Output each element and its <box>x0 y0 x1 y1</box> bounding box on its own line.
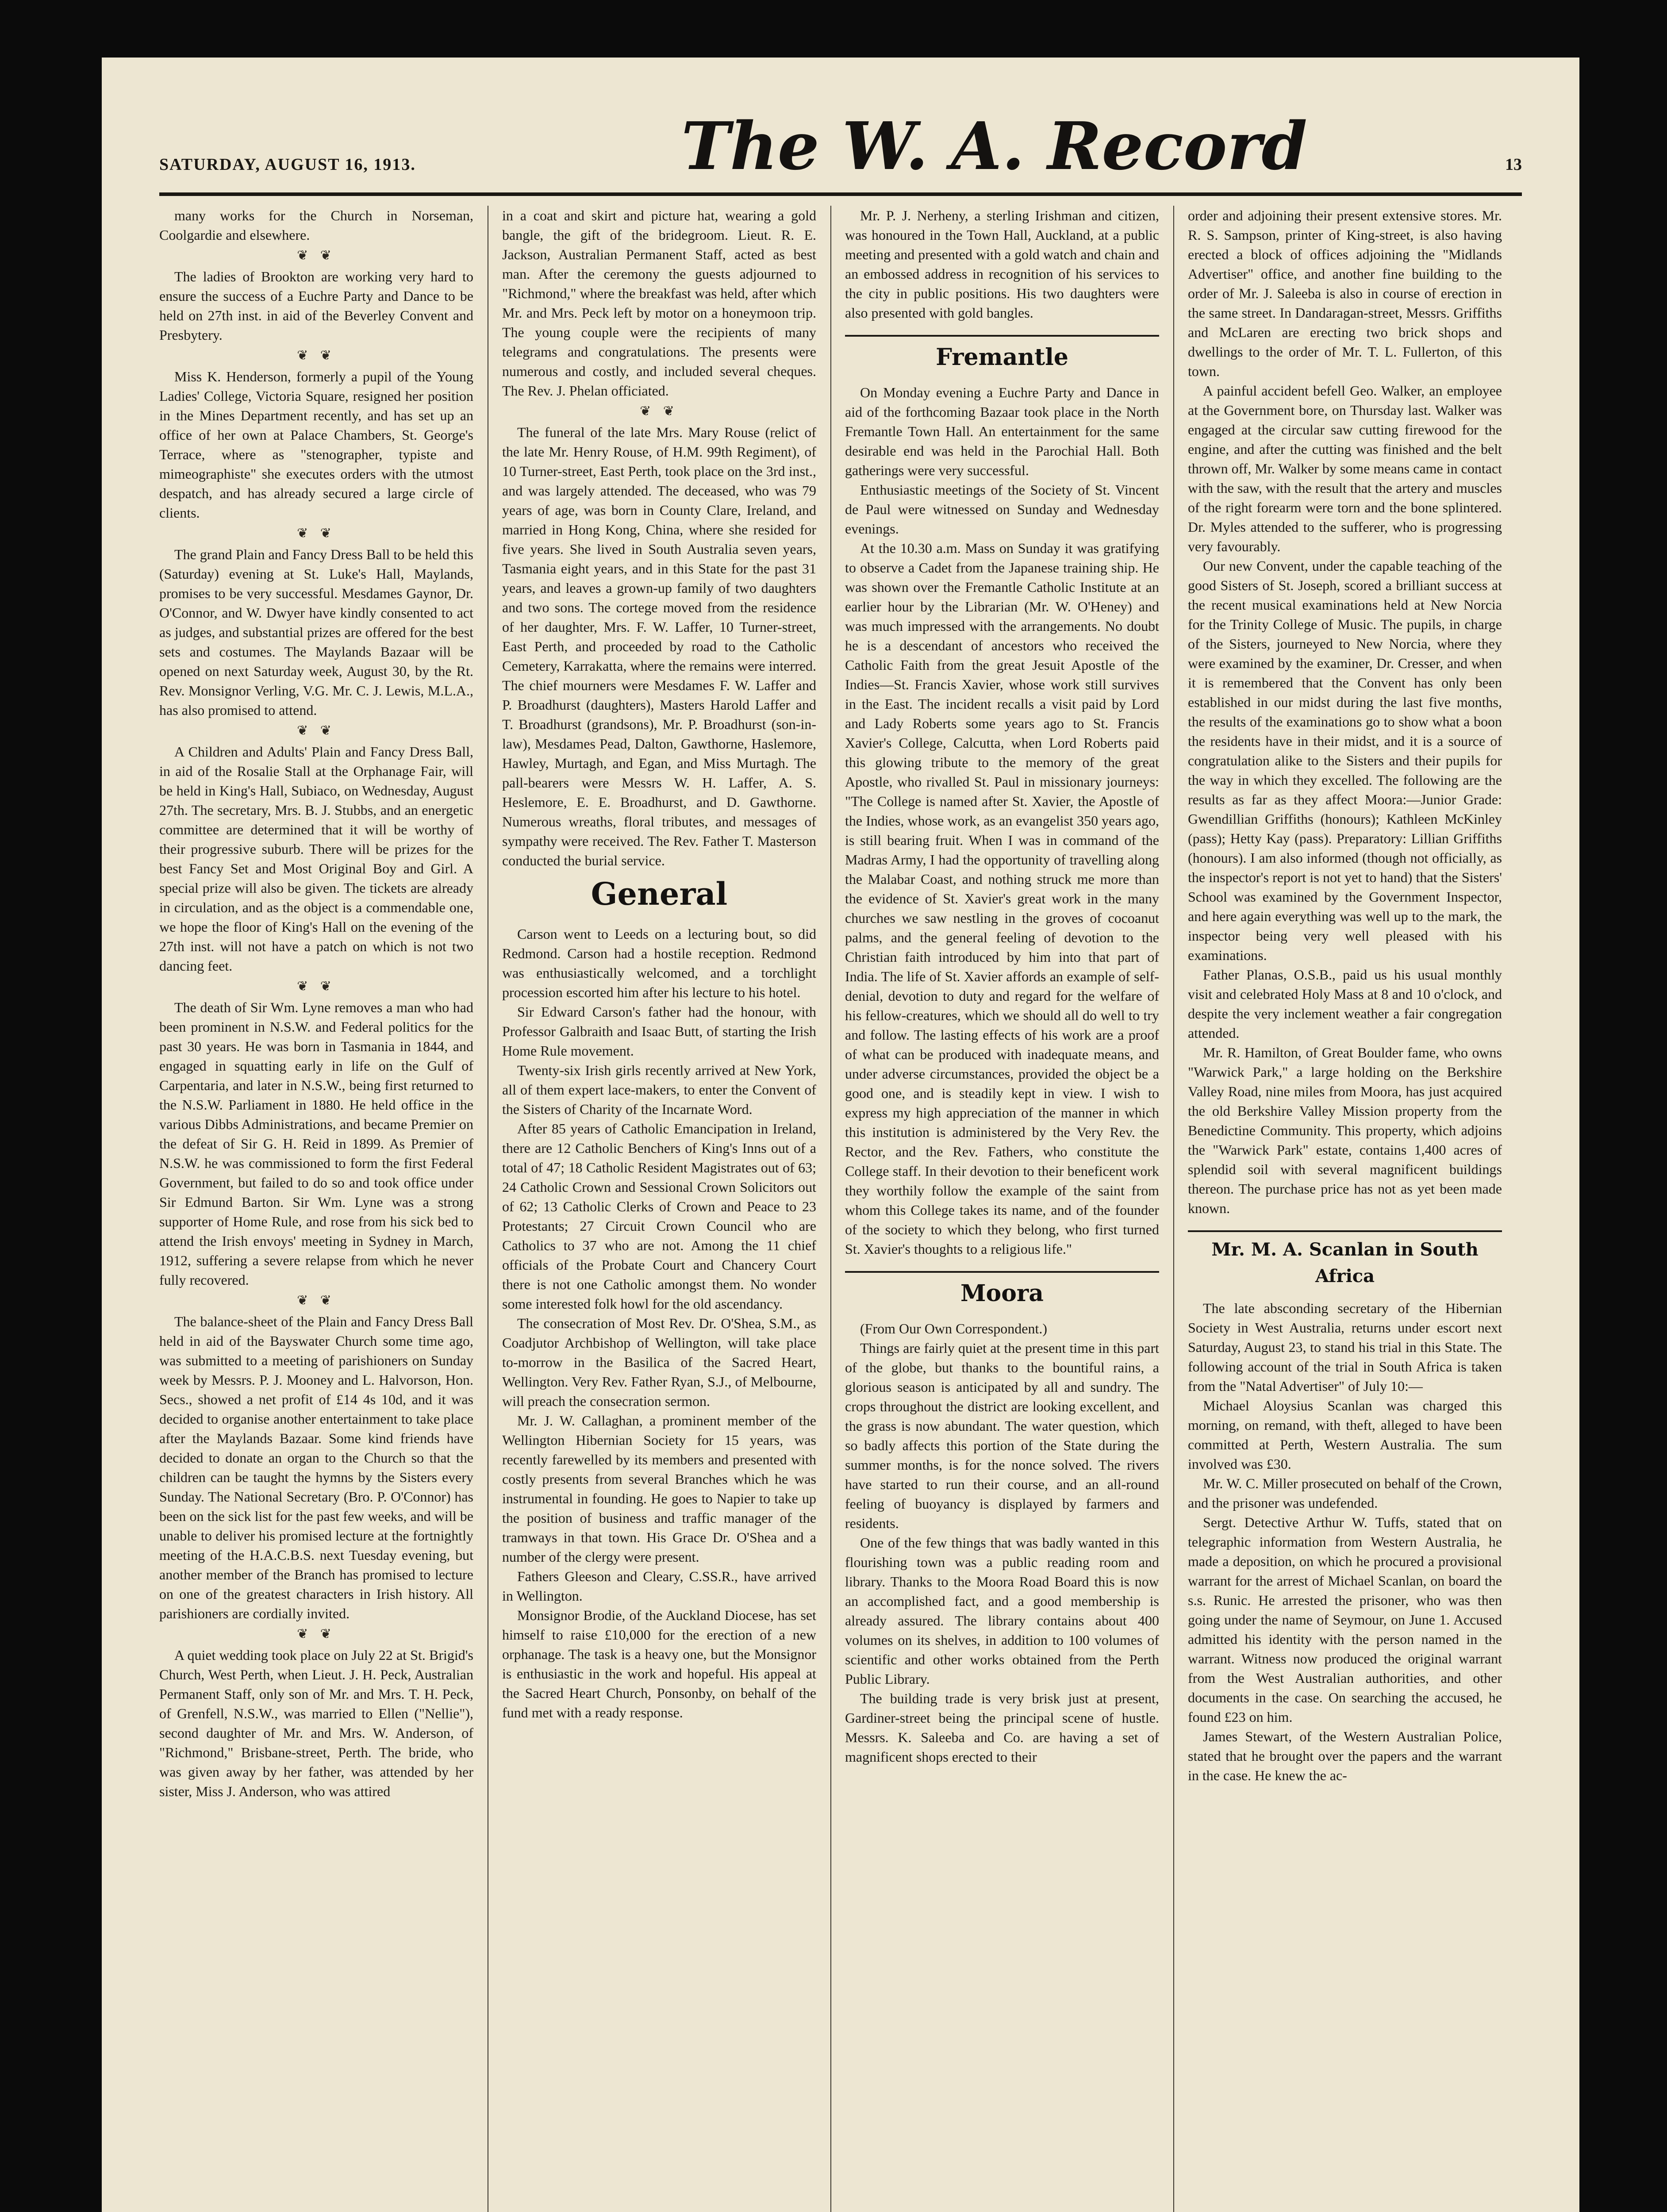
newspaper-title: The W. A. Record <box>681 108 1307 184</box>
article-paragraph: Mr. W. C. Miller prosecuted on behalf of the Crown, and the prisoner was undefended. <box>1188 1475 1502 1511</box>
section-separator: ❦ ❦ <box>640 404 679 419</box>
article-paragraph: On Monday evening a Euchre Party and Dance in aid of the forthcoming Bazaar took place in the North Fremantle Town Hall. An entertainment for the same desirable end was held in the Parochial Hall. Both gatherings were very successful. <box>845 384 1159 478</box>
column-divider <box>1173 206 1174 2212</box>
article-paragraph: The funeral of the late Mrs. Mary Rouse (relict of the late Mr. Henry Rouse, of H.M. 99th Regiment), of 10 Turner-street, East Perth, took place on the 3rd inst., and was largely attended. The deceased, who was 79 years of age, was born in County Clare, Ireland, and married in Hong Kong, China, where she resided for five years. She lived in South Australia seven years, Tasmania eight years, and in this State for the past 31 years, and leaves a grown-up family of two daughters and two sons. The cortege moved from the residence of her daughter, Mrs. F. W. Laffer, 10 Turner-street, East Perth, and proceeded by road to the Catholic Cemetery, Karrakatta, where the remains were interred. The chief mourners were Mesdames F. W. Laffer and P. Broadhurst (daughters), Masters Harold Laffer and T. Broadhurst (grandsons), Mr. P. Broadhurst (son-in-law), Mesdames Pead, Dalton, Gawthorne, Haslemore, Hawley, Murtagh, and Egan, and Miss Murtagh. The pall-bearers were Messrs W. H. Laffer, A. S. Heslemore, E. E. Broadhurst, and D. Gawthorne. Numerous wreaths, floral tributes, and messages of sympathy were received. The Rev. Father T. Masterson conducted the burial service. <box>502 424 816 868</box>
article-paragraph: A quiet wedding took place on July 22 at St. Brigid's Church, West Perth, when Lieut. J. H. Peck, Australian Permanent Staff, only son of Mr. and Mrs. T. H. Peck, of Grenfell, N.S.W., was married to Ellen ("Nellie"), second daughter of Mr. and Mrs. W. Anderson, of "Richmond," Brisbane-street, Perth. The bride, who was given away by her father, was attended by her sister, Miss J. Anderson, who was attired <box>159 1647 473 1799</box>
article-paragraph: James Stewart, of the Western Australian Police, stated that he brought over the papers and the warrant in the case. He knew the ac- <box>1188 1728 1502 1783</box>
heading-rule <box>845 1271 1159 1273</box>
article-paragraph: Twenty-six Irish girls recently arrived at New York, all of them expert lace-makers, to enter the Convent of the Sisters of Charity of the Incarnate Word. <box>502 1062 816 1117</box>
section-separator: ❦ ❦ <box>297 723 336 738</box>
section-heading: Mr. M. A. Scanlan in South Africa <box>1211 1239 1479 1286</box>
heading-rule <box>1188 1230 1502 1232</box>
article-paragraph: Monsignor Brodie, of the Auckland Diocese, has set himself to raise £10,000 for the erection of a new orphanage. The task is a heavy one, but the Monsignor is enthusiastic in the work and hopeful. His appeal at the Sacred Heart Church, Ponsonby, on behalf of the fund met with a ready response. <box>502 1607 816 1720</box>
article-paragraph: The grand Plain and Fancy Dress Ball to be held this (Saturday) evening at St. Luke's Hall, Maylands, promises to be very successful. Mesdames Gaynor, Dr. O'Connor, and W. Dwyer have kindly consented to act as judges, and substantial prizes are offered for the best sets and costumes. The Maylands Bazaar will be opened on next Saturday week, August 30, by the Rt. Rev. Monsignor Verling, V.G. Mr. C. J. Lewis, M.L.A., has also promised to attend. <box>159 546 473 718</box>
section-separator: ❦ ❦ <box>297 248 336 263</box>
section-separator: ❦ ❦ <box>297 979 336 994</box>
section-heading: General <box>591 876 728 912</box>
section-heading: Moora <box>960 1280 1044 1307</box>
newspaper-page <box>102 58 1579 2212</box>
column-divider <box>830 206 831 2212</box>
masthead <box>159 108 1522 190</box>
article-paragraph: The ladies of Brookton are working very hard to ensure the success of a Euchre Party and Dance to be held on 27th inst. in aid of the Beverley Convent and Presbytery. <box>159 269 473 343</box>
article-paragraph: Miss K. Henderson, formerly a pupil of the Young Ladies' College, Victoria Square, resigned her position in the Mines Department recently, and has set up an office of her own at Palace Chambers, St. George's Terrace, where as "stenographer, typiste and mimeographiste" she executes orders with the utmost despatch, and has already secured a large circle of clients. <box>159 369 473 521</box>
article-paragraph: Things are fairly quiet at the present time in this part of the globe, but thanks to the bountiful rains, a glorious season is anticipated by all and sundry. The crops throughout the district are looking excellent, and the grass is now abundant. The water question, which so badly affects this portion of the State during the summer months, is for the nonce solved. The rivers have started to run their course, and an all-round feeling of buoyancy is displayed by farmers and residents. <box>845 1340 1159 1531</box>
article-paragraph: One of the few things that was badly wanted in this flourishing town was a public reading room and library. Thanks to the Moora Road Board this is now an accomplished fact, and a good membership is already assured. The library contains about 400 volumes on its shelves, in addition to 100 volumes of scientific and other works obtained from the Perth Public Library. <box>845 1535 1159 1687</box>
article-paragraph: The building trade is very brisk just at present, Gardiner-street being the principal scene of hustle. Messrs. K. Saleeba and Co. are having a set of magnificent shops erected to their <box>845 1690 1159 1765</box>
column-1 <box>159 206 473 2212</box>
section-separator: ❦ ❦ <box>297 1293 336 1308</box>
page-number: 13 <box>1505 155 1522 174</box>
article-paragraph: The consecration of Most Rev. Dr. O'Shea, S.M., as Coadjutor Archbishop of Wellington, will take place to-morrow in the Basilica of the Sacred Heart, Wellington. Very Rev. Father Ryan, S.J., of Melbourne, will preach the consecration sermon. <box>502 1315 816 1409</box>
article-paragraph: Sir Edward Carson's father had the honour, with Professor Galbraith and Isaac Butt, of starting the Irish Home Rule movement. <box>502 1004 816 1059</box>
article-paragraph: many works for the Church in Norseman, Coolgardie and elsewhere. <box>159 207 473 243</box>
article-paragraph: A painful accident befell Geo. Walker, an employee at the Government bore, on Thursday last. Walker was engaged at the circular saw cutting firewood for the engine, and after the cutting was finished and the belt thrown off, Mr. Walker by some means came in contact with the saw, with the result that the artery and muscles of the right forearm were torn and the bone splintered. Dr. Myles attended to the sufferer, who is progressing very favourably. <box>1188 383 1502 554</box>
article-paragraph: order and adjoining their present extensive stores. Mr. R. S. Sampson, printer of King-street, is also having erected a block of offices adjoining the "Midlands Advertiser" office, and another fine building to the order of Mr. J. Saleeba is also in course of erection in the same street. In Dandaragan-street, Messrs. Griffiths and McLaren are erecting two brick shops and dwellings to the order of Mr. T. L. Fullerton, of this town. <box>1188 207 1502 379</box>
article-paragraph: (From Our Own Correspondent.) <box>860 1321 1048 1336</box>
article-paragraph: After 85 years of Catholic Emancipation in Ireland, there are 12 Catholic Benchers of King's Inns out of a total of 47; 18 Catholic Resident Magistrates out of 63; 24 Catholic Crown and Sessional Crown Solicitors out of 62; 13 Catholic Clerks of Crown and Peace to 23 Protestants; 27 Circuit Crown Council who are Catholics to 37 who are not. Among the 11 chief officials of the Probate Court and Chancery Court there is not one Catholic amongst them. No wonder some interested folk howl for the old ascendancy. <box>502 1121 816 1312</box>
article-paragraph: Enthusiastic meetings of the Society of St. Vincent de Paul were witnessed on Sunday and Wednesday evenings. <box>845 482 1159 537</box>
column-4 <box>1188 206 1502 2212</box>
article-paragraph: in a coat and skirt and picture hat, wearing a gold bangle, the gift of the bridegroom. Lieut. R. E. Jackson, Australian Permanent Staff, acted as best man. After the ceremony the guests adjourned to "Richmond," where the breakfast was held, after which Mr. and Mrs. Peck left by motor on a honeymoon trip. The young couple were the recipients of many telegrams and congratulations. The presents were numerous and costly, and included several cheques. The Rev. J. Phelan officiated. <box>502 207 816 399</box>
section-separator: ❦ ❦ <box>297 1627 336 1641</box>
article-paragraph: Father Planas, O.S.B., paid us his usual monthly visit and celebrated Holy Mass at 8 and 10 o'clock, and despite the very inclement weather a fair congregation attended. <box>1188 967 1502 1041</box>
article-paragraph: Mr. R. Hamilton, of Great Boulder fame, who owns "Warwick Park," a large holding on the Berkshire Valley Road, nine miles from Moora, has just acquired the old Berkshire Valley Mission property from the Benedictine Community. This property, which adjoins the "Warwick Park" estate, contains 1,400 acres of splendid soil with several magnificent buildings thereon. The purchase price has not as yet been made known. <box>1188 1045 1502 1216</box>
article-paragraph: Michael Aloysius Scanlan was charged this morning, on remand, with theft, alleged to have been committed at Perth, Western Australia. The sum involved was £30. <box>1188 1398 1502 1472</box>
heading-rule <box>845 335 1159 337</box>
section-separator: ❦ ❦ <box>297 348 336 363</box>
article-paragraph: Our new Convent, under the capable teaching of the good Sisters of St. Joseph, scored a brilliant success at the recent musical examinations held at New Norcia for the Trinity College of Music. The pupils, in charge of the Sisters, journeyed to New Norcia, where they were examined by the examiner, Dr. Cresser, and when it is remembered that the Convent has only been established in our midst during the last five months, the results of the examinations go to show what a boon the residents have in their midst, and it is a source of congratulation alike to the Sisters and their pupils for the way in which they excelled. The following are the results as far as they affect Moora:—Junior Grade: Gwendillian Griffiths (honours); Kathleen McKinley (pass); Hetty Kay (pass). Preparatory: Lillian Griffiths (honours). I am also informed (though not officially, as the inspector's report is not yet to hand) that the Sisters' School was examined by the Government Inspector, and here again everything was well up to the mark, the inspector being very well pleased with his examinations. <box>1188 558 1502 963</box>
section-heading: Fremantle <box>936 344 1068 371</box>
article-paragraph: Sergt. Detective Arthur W. Tuffs, stated that on telegraphic information from Western Australia, he made a deposition, on which he procured a provisional warrant for the arrest of Michael Scanlan, on board the s.s. Runic. He arrested the prisoner, who was then going under the name of Seymour, on June 1. Accused admitted his identity with the person named in the warrant. Witness now produced the original warrant from the West Australian authorities, and other documents in the case. On searching the accused, he found £23 on him. <box>1188 1514 1502 1725</box>
article-paragraph: At the 10.30 a.m. Mass on Sunday it was gratifying to observe a Cadet from the Japanese training ship. He was shown over the Fremantle Catholic Institute at an earlier hour by the Librarian (Mr. W. O'Heney) and was much impressed with the arrangements. No doubt he is a descendant of ancestors who received the Catholic Faith from the great Jesuit Apostle of the Indies—St. Francis Xavier, whose work still survives in the East. The incident recalls a visit paid by Lord and Lady Roberts some years ago to St. Francis Xavier's College, Calcutta, when Lord Roberts paid this glowing tribute to the memory of the great Apostle, who rivalled St. Paul in missionary journeys: "The College is named after St. Xavier, the Apostle of the Indies, whose work, as an evangelist 350 years ago, is still bearing fruit. When I was in command of the Madras Army, I had the opportunity of travelling along the Malabar Coast, and nothing struck me more than the evidence of St. Xavier's great work in the many churches we saw nestling in the groves of cocoanut palms, and the general feeling of devotion to the Christian faith introduced by him into that part of India. The life of St. Xavier affords an example of self-denial, devotion to duty and regard for the welfare of his fellow-creatures, which we should all do well to try and follow. The lasting effects of his work are a proof of what can be produced with inadequate means, and under adverse circumstances, provided the object be a good one, and is steadily kept in view. I wish to express my high appreciation of the manner in which this institution is administered by the Very Rev. the Rector, and the Rev. Fathers, who constitute the College staff. In their devotion to their beneficent work they worthily follow the example of the saint from whom this College takes its name, and of the founder of the society to which they belong, who first turned St. Xavier's thoughts to a religious life." <box>845 540 1159 1257</box>
section-separator: ❦ ❦ <box>297 526 336 541</box>
column-2 <box>502 206 816 2212</box>
article-paragraph: A Children and Adults' Plain and Fancy Dress Ball, in aid of the Rosalie Stall at the Orphanage Fair, will be held in King's Hall, Subiaco, on Wednesday, August 27th. The secretary, Mrs. B. J. Stubbs, and an energetic committee are determined that it will be worthy of their progressive suburb. There will be prizes for the best Fancy Set and Most Original Boy and Girl. A special prize will also be given. The tickets are already in circulation, and as the object is a commendable one, we hope the floor of King's Hall on the evening of the 27th inst. will not have a patch on which is not two dancing feet. <box>159 744 473 974</box>
article-paragraph: The death of Sir Wm. Lyne removes a man who had been prominent in N.S.W. and Federal politics for the past 30 years. He was born in Tasmania in 1844, and engaged in squatting early in life on the Gulf of Carpentaria, and later in N.S.W., being first returned to the N.S.W. Parliament in 1880. He held office in the various Dibbs Administrations, and became Premier on the defeat of Sir G. H. Reid in 1899. As Premier of N.S.W. he was commissioned to form the first Federal Government, but failed to do so and took office under Sir Edmund Barton. Sir Wm. Lyne was a strong supporter of Home Rule, and rose from his sick bed to attend the Irish envoys' meeting in Sydney in March, 1912, suffering a severe relapse from which he never fully recovered. <box>159 999 473 1288</box>
article-paragraph: Carson went to Leeds on a lecturing bout, so did Redmond. Carson had a hostile reception. Redmond was enthusiastically welcomed, and a torchlight procession escorted him after his lecture to his hotel. <box>502 926 816 1000</box>
article-paragraph: The balance-sheet of the Plain and Fancy Dress Ball held in aid of the Bayswater Church some time ago, was submitted to a meeting of parishioners on Sunday week by Messrs. P. J. Mooney and L. Halvorson, Hon. Secs., showed a net profit of £14 4s 10d, and it was decided to organise another entertainment to take place after the Maylands Bazaar. Some kind friends have decided to donate an organ to the Church so that the children can be taught the hymns by the Sisters every Sunday. The National Secretary (Bro. P. O'Connor) has been on the sick list for the past few weeks, and will be unable to deliver his promised lecture at the fortnightly meeting of the H.A.C.B.S. next Tuesday evening, but another member of the Branch has promised to lecture on one of the greatest characters in Irish history. All parishioners are cordially invited. <box>159 1313 473 1621</box>
issue-date: SATURDAY, AUGUST 16, 1913. <box>159 155 416 174</box>
masthead-rule <box>159 192 1522 196</box>
column-3 <box>845 206 1159 2212</box>
article-paragraph: Fathers Gleeson and Cleary, C.SS.R., have arrived in Wellington. <box>502 1568 816 1604</box>
article-paragraph: Mr. P. J. Nerheny, a sterling Irishman and citizen, was honoured in the Town Hall, Auckland, at a public meeting and presented with a gold watch and chain and an embossed address in recognition of his services to the city in public positions. His two daughters were also presented with gold bangles. <box>845 207 1159 321</box>
article-paragraph: The late absconding secretary of the Hibernian Society in West Australia, returns under escort next Saturday, August 23, to stand his trial in this State. The following account of the trial in South Africa is taken from the "Natal Advertiser" of July 10:— <box>1188 1300 1502 1394</box>
article-paragraph: Mr. J. W. Callaghan, a prominent member of the Wellington Hibernian Society for 15 years, was recently farewelled by its members and presented with costly presents from several Branches which he was instrumental in founding. He goes to Napier to take up the position of business and traffic manager of the tramways in that town. His Grace Dr. O'Shea and a number of the clergy were present. <box>502 1413 816 1565</box>
